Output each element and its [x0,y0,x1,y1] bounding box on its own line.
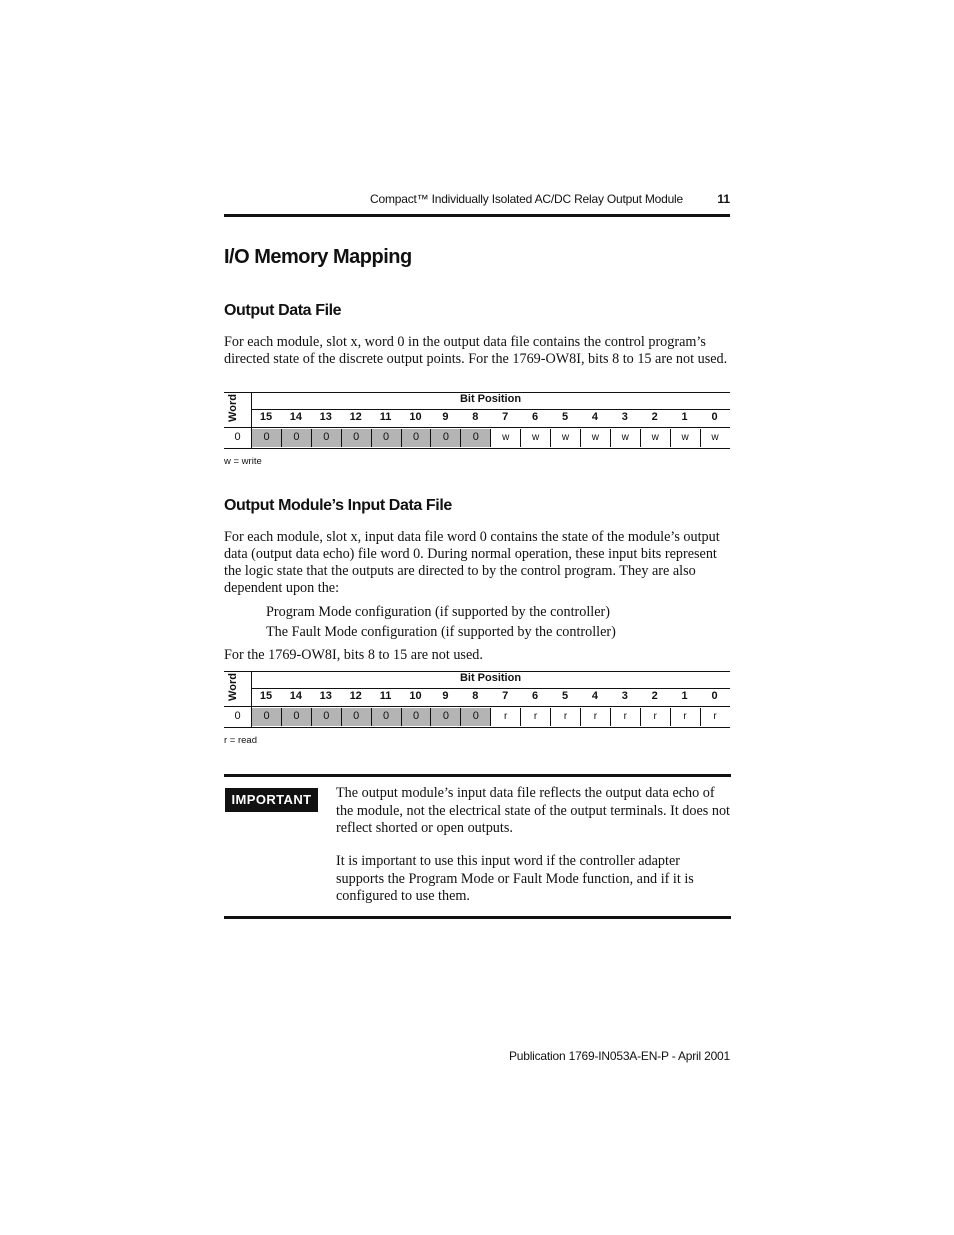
bit-header: 11 [379,411,392,423]
bit-header: 0 [711,411,718,423]
bit-value: 0 [460,429,490,447]
input-data-file-paragraph: For each module, slot x, input data file word 0 contains the state of the module’s output data (output data echo) file word 0. During normal operation, these input bits represent the logic state that the outputs are directed to by the control program. They are also dependent upon the: [224,529,720,596]
bit-position-title: Bit Position [459,393,522,405]
bit-header: 14 [289,411,303,423]
list-item: The Fault Mode configuration (if supported by the controller) [266,624,616,640]
header-rule [224,214,730,217]
bit-header: 10 [409,690,422,702]
bit-header: 9 [442,411,449,423]
bit-header: 11 [379,690,392,702]
bit-value: 0 [311,429,341,447]
table-rule [224,727,730,728]
important-paragraph-2: It is important to use this input word if the controller adapter supports the Program Mode or Fault Mode function, and if it is configured to use them. [336,853,694,904]
bit-header: 1 [681,690,688,702]
bit-value: w [580,429,610,447]
bit-value: 0 [311,708,341,726]
input-bit-table [224,671,730,729]
bit-value: r [670,708,700,726]
bit-value: 0 [401,429,431,447]
bit-value: 0 [341,429,371,447]
row-label: 0 [234,431,241,443]
page-number: 11 [717,192,730,206]
bit-value: r [580,708,610,726]
important-top-rule [224,774,731,777]
bit-value: r [610,708,640,726]
publication-footer: Publication 1769-IN053A-EN-P - April 2001 [508,1049,730,1063]
bit-header: 0 [711,690,718,702]
bit-value: 0 [281,429,311,447]
bit-header: 1 [681,411,688,423]
section-title: I/O Memory Mapping [224,246,412,268]
bit-value: w [610,429,640,447]
bit-header: 15 [259,690,273,702]
table-rule [224,427,730,428]
input-data-file-note: For the 1769-OW8I, bits 8 to 15 are not used. [224,647,483,663]
bit-header: 7 [502,690,509,702]
bit-value: 0 [281,708,311,726]
bit-value: r [700,708,730,726]
bit-value: r [520,708,550,726]
bit-header: 13 [319,411,332,423]
bit-value: 0 [371,429,401,447]
word-label: Word [227,394,239,422]
word-label: Word [227,673,239,701]
table-rule [251,409,730,410]
table-rule [224,706,730,707]
bit-header: 8 [472,411,479,423]
output-bit-table [224,392,730,450]
bit-value: w [670,429,700,447]
running-header [224,192,730,212]
bit-value: w [490,429,520,447]
table-rule [224,448,730,449]
list-item: Program Mode configuration (if supported by the controller) [266,604,610,620]
bit-value: w [520,429,550,447]
bit-value: w [640,429,670,447]
bit-value: r [640,708,670,726]
bit-position-title: Bit Position [459,672,522,684]
running-title: Compact™ Individually Isolated AC/DC Relay Output Module [370,192,683,206]
bit-value: r [550,708,580,726]
bit-header: 6 [532,690,539,702]
bit-value: r [490,708,520,726]
bit-header: 6 [532,411,539,423]
output-data-file-paragraph: For each module, slot x, word 0 in the output data file contains the control program’s directed state of the discrete output points. For the 1769-OW8I, bits 8 to 15 are not used. [224,334,728,367]
bit-header: 3 [621,411,628,423]
bit-header: 14 [289,690,303,702]
bit-value: 0 [341,708,371,726]
bit-header: 2 [651,411,658,423]
bit-value: 0 [460,708,490,726]
bit-value: 0 [401,708,431,726]
row-label: 0 [234,710,241,722]
bit-header: 8 [472,690,479,702]
bit-header: 13 [319,690,332,702]
bit-header: 4 [591,690,598,702]
bit-header: 5 [561,690,569,702]
important-paragraph-1: The output module’s input data file reflects the output data echo of the module, not the electrical state of the output terminals. It does not reflect shorted or open outputs. [336,785,730,836]
important-bottom-rule [224,916,731,919]
output-data-file-heading: Output Data File [224,302,342,319]
input-table-legend: r = read [224,735,258,746]
important-badge: IMPORTANT [225,788,318,812]
bit-value: 0 [430,429,460,447]
bit-header: 4 [591,411,598,423]
bit-header: 9 [442,690,449,702]
bit-header: 15 [259,411,273,423]
bit-header: 5 [561,411,569,423]
input-data-file-heading: Output Module’s Input Data File [224,497,452,514]
bit-header: 12 [349,411,362,423]
bit-value: 0 [251,708,281,726]
bit-value: 0 [251,429,281,447]
bit-value: w [700,429,730,447]
bit-header: 2 [651,690,658,702]
bit-header: 12 [349,690,362,702]
bit-value: w [550,429,580,447]
bit-value: 0 [430,708,460,726]
output-table-legend: w = write [224,456,262,467]
bit-header: 10 [409,411,422,423]
bit-value: 0 [371,708,401,726]
bit-header: 7 [502,411,509,423]
bit-header: 3 [621,690,628,702]
table-rule [251,688,730,689]
